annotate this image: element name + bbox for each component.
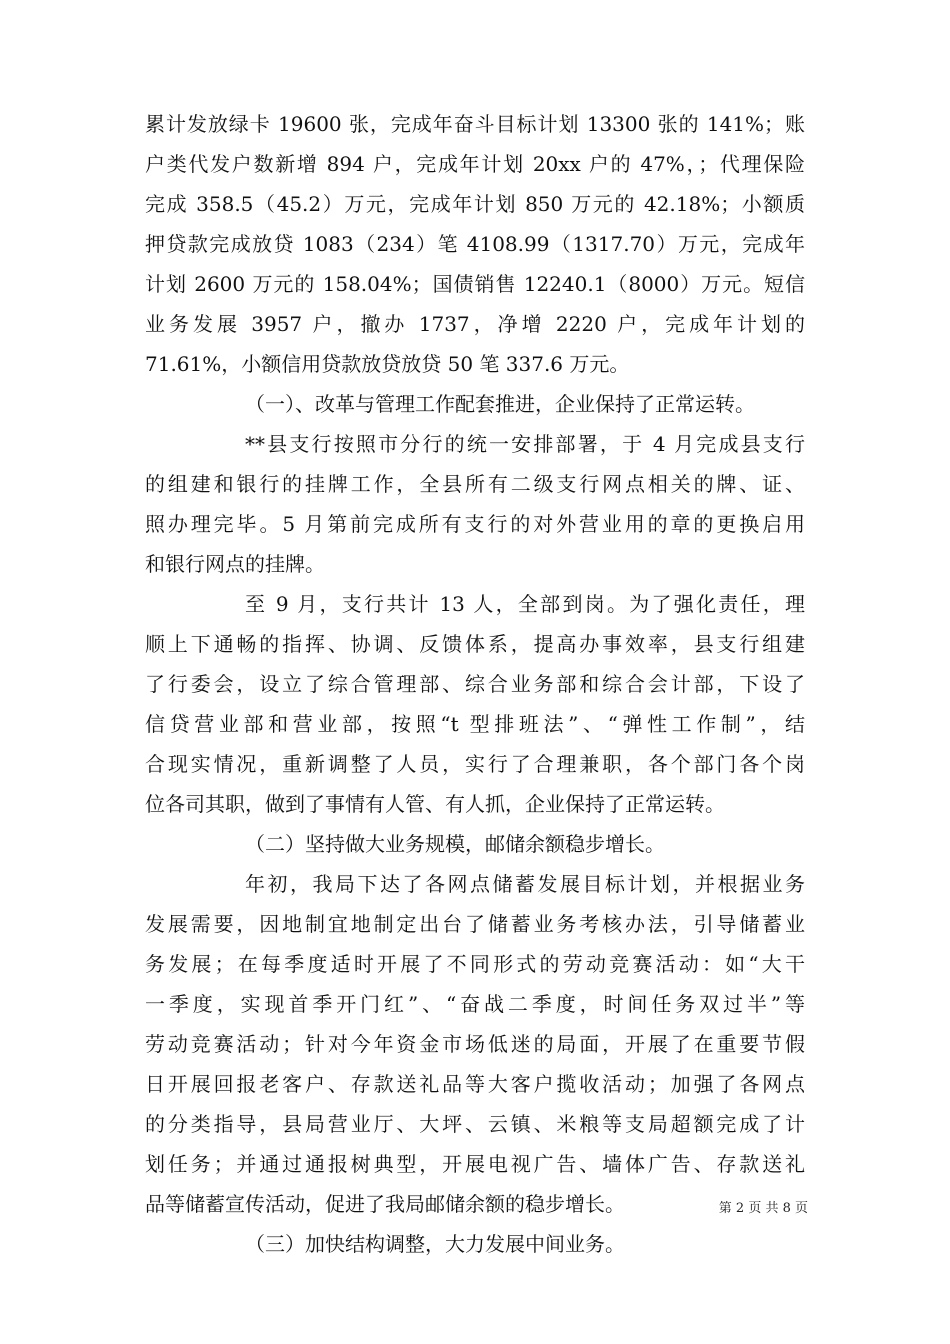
text-line: 发展需要，因地制宜地制定出台了储蓄业务考核办法，引导储蓄业 (145, 912, 805, 936)
text-line: 累计发放绿卡 19600 张，完成年奋斗目标计划 13300 张的 141%；账 (145, 112, 805, 136)
text-line: 了行委会，设立了综合管理部、综合业务部和综合会计部，下设了 (145, 672, 805, 696)
text-line: 信贷营业部和营业部，按照“t 型排班法”、“弹性工作制”，结 (145, 712, 805, 736)
text-line: 合现实情况，重新调整了人员，实行了合理兼职，各个部门各个岗 (145, 752, 805, 776)
section-heading: （一）、改革与管理工作配套推进，企业保持了正常运转。 (245, 392, 755, 416)
text-line: 的分类指导，县局营业厅、大坪、云镇、米粮等支局超额完成了计 (145, 1112, 805, 1136)
text-line: 务发展；在每季度适时开展了不同形式的劳动竞赛活动：如“大干 (145, 952, 805, 976)
text-line: 划任务；并通过通报树典型，开展电视广告、墙体广告、存款送礼 (145, 1152, 805, 1176)
document-body (145, 104, 805, 1264)
paragraph-first-line: 至 9 月，支行共计 13 人，全部到岗。为了强化责任，理 (245, 592, 805, 616)
section-heading: （二）坚持做大业务规模，邮储余额稳步增长。 (245, 832, 665, 856)
text-line: 劳动竞赛活动；针对今年资金市场低迷的局面，开展了在重要节假 (145, 1032, 805, 1056)
text-line: 完成 358.5（45.2）万元，完成年计划 850 万元的 42.18%；小额质 (145, 192, 805, 216)
page-number-footer: 第 2 页 共 8 页 (718, 1201, 808, 1216)
section-heading: （三）加快结构调整，大力发展中间业务。 (245, 1232, 625, 1256)
text-line: 押贷款完成放贷 1083（234）笔 4108.99（1317.70）万元，完成年 (145, 232, 805, 256)
text-line: 照办理完毕。5 月第前完成所有支行的对外营业用的章的更换启用 (145, 512, 805, 536)
text-line: 和银行网点的挂牌。 (145, 552, 325, 576)
text-line: 位各司其职，做到了事情有人管、有人抓，企业保持了正常运转。 (145, 792, 725, 816)
paragraph-first-line: **县支行按照市分行的统一安排部署，于 4 月完成县支行 (245, 432, 805, 456)
text-line: 业务发展 3957 户，撤办 1737，净增 2220 户，完成年计划的 (145, 312, 805, 336)
text-line: 日开展回报老客户、存款送礼品等大客户揽收活动；加强了各网点 (145, 1072, 805, 1096)
paragraph-first-line: 年初，我局下达了各网点储蓄发展目标计划，并根据业务 (245, 872, 805, 896)
text-line: 一季度，实现首季开门红”、“奋战二季度，时间任务双过半”等 (145, 992, 805, 1016)
text-line: 品等储蓄宣传活动，促进了我局邮储余额的稳步增长。 (145, 1192, 625, 1216)
text-line: 计划 2600 万元的 158.04%；国债销售 12240.1（8000）万元。短信 (145, 272, 805, 296)
text-line: 户类代发户数新增 894 户，完成年计划 20xx 户的 47%，；代理保险 (145, 152, 805, 176)
text-line: 顺上下通畅的指挥、协调、反馈体系，提高办事效率，县支行组建 (145, 632, 805, 656)
text-line: 71.61%，小额信用贷款放贷放贷 50 笔 337.6 万元。 (145, 352, 630, 376)
text-line: 的组建和银行的挂牌工作，全县所有二级支行网点相关的牌、证、 (145, 472, 805, 496)
